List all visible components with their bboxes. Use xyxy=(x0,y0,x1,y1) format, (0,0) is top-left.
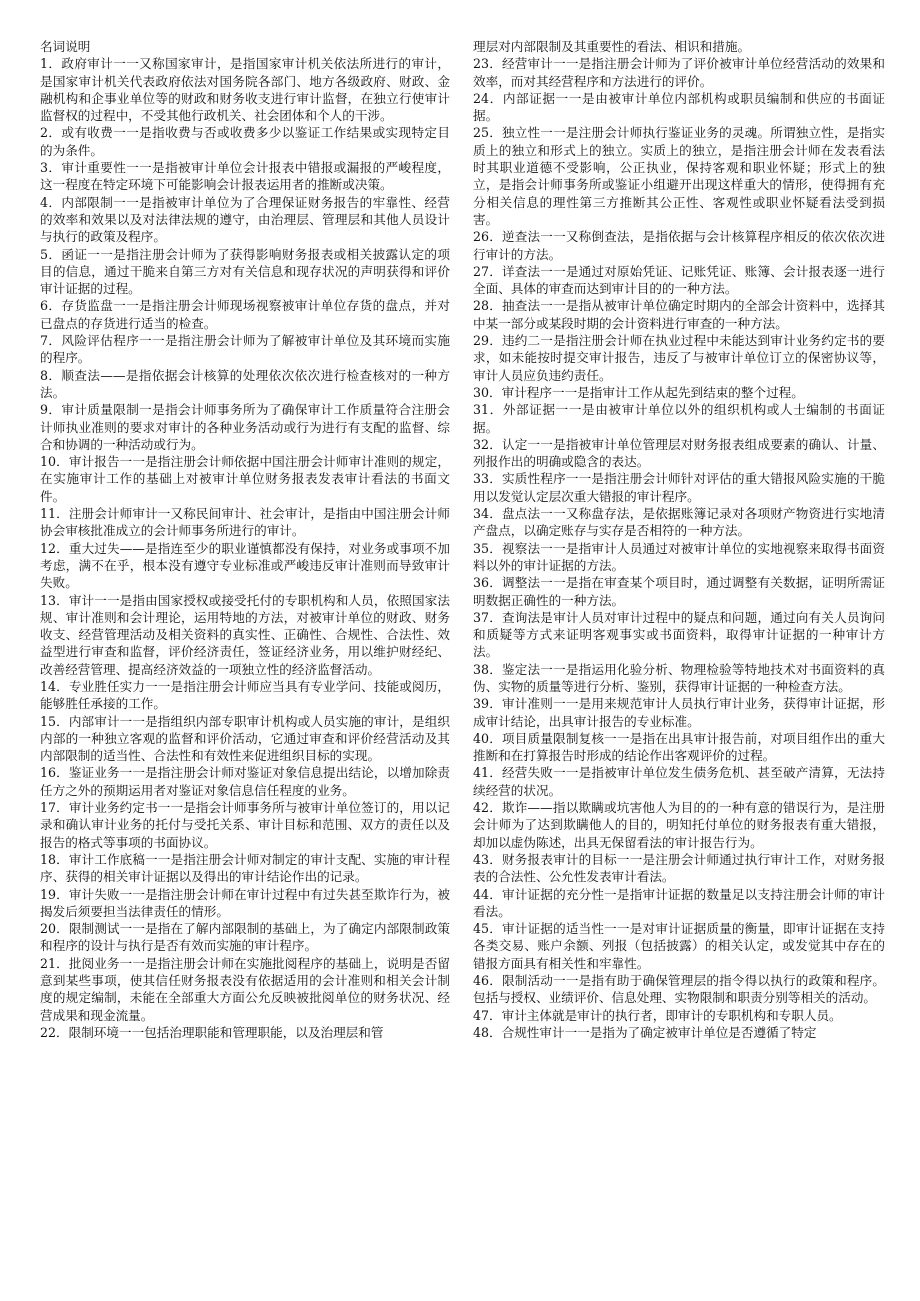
term-entry: 43．财务报表审计的目标一一是注册会计师通过执行审计工作，对财务报表的合法性、公允性发表审计看法。 xyxy=(473,851,885,885)
term-entry: 7．风险评估程序一一是指注册会计师为了解被审计单位及其环境而实施的程序。 xyxy=(40,333,450,366)
term-entry: 19．审计失败一一是指注册会计师在审计过程中有过失甚至欺诈行为，被揭发后须要担当法律责任的情形。 xyxy=(40,886,450,919)
term-entry: 23．经营审计一一是指注册会计师为了评价被审计单位经营活动的效果和效率，而对其经营程序和方法进行的评价。 xyxy=(473,56,885,89)
term-entry: 31．外部证据一一是由被审计单位以外的组织机构或人士编制的书面证据。 xyxy=(473,402,885,435)
term-entry: 28．抽查法一一是指从被审计单位确定时期内的全部会计资料中，选择其中某一部分或某段时期的会计资料进行审查的一种方法。 xyxy=(473,298,885,331)
term-entry: 11．注册会计师审计一又称民间审计、社会审计，是指由中国注册会计师协会审核批准成立的会计师事务所进行的审计。 xyxy=(40,506,450,539)
term-entry: 46．限制活动一一是指有助于确保管理层的指令得以执行的政策和程序。包括与授权、业绩评价、信息处理、实物限制和职责分别等相关的活动。 xyxy=(473,973,885,1006)
term-entry: 22．限制环境一一包括治理职能和管理职能，以及治理层和管 xyxy=(40,1024,384,1040)
term-entry: 10．审计报告一一是指注册会计师依据中国注册会计师审计准则的规定，在实施审计工作的基础上对被审计单位财务报表发表审计看法的书面文件。 xyxy=(40,454,450,504)
right-column xyxy=(473,38,885,1041)
term-entry: 8．顺查法——是指依据会计核算的处理依次依次进行检查核对的一种方法。 xyxy=(40,367,450,400)
term-entry: 35．视察法一一是指审计人员通过对被审计单位的实地视察来取得书面资料以外的审计证据的方法。 xyxy=(473,540,885,573)
term-entry: 6．存货监盘一一是指注册会计师现场视察被审计单位存货的盘点，并对已盘点的存货进行适当的检查。 xyxy=(40,298,450,331)
term-entry: 18．审计工作底稿一一是指注册会计师对制定的审计支配、实施的审计程序、获得的相关审计证据以及得出的审计结论作出的记录。 xyxy=(40,851,450,885)
term-entry: 48．合规性审计一一是指为了确定被审计单位是否遵循了特定 xyxy=(473,1024,817,1040)
term-entry: 42．欺诈——指以欺瞒或坑害他人为目的的一种有意的错误行为，是注册会计师为了达到欺瞒他人的目的，明知托付单位的财务报表有重大错报，却加以虚伪陈述，出具无保留看法的审计报告行为。 xyxy=(473,800,885,850)
term-entry: 37．查询法是审计人员对审计过程中的疑点和问题，通过向有关人员询问和质疑等方式来证明客观事实或书面资料，取得审计证据的一种审计方法。 xyxy=(473,609,885,660)
term-entry: 25．独立性一一是注册会计师执行鉴证业务的灵魂。所谓独立性，是指实质上的独立和形式上的独立。实质上的独立，是指注册会计师在发表看法时其职业道德不受影响，公正执业，保持客观和职业怀疑；形式上的独立，是指会计师事务所或鉴证小组避开出现这样重大的情形，使得拥有充分相关信息的理性第三方推断其公正性、客观性或职业怀疑看法受到损害。 xyxy=(473,125,885,227)
term-entry: 14．专业胜任实力一一是指注册会计师应当具有专业学问、技能或阅历，能够胜任承接的工作。 xyxy=(40,678,450,712)
term-entry: 4．内部限制一一是指被审计单位为了合理保证财务报告的牢靠性、经营的效率和效果以及对法律法规的遵守，由治理层、管理层和其他人员设计与执行的政策及程序。 xyxy=(40,194,450,245)
term-entry: 29．违约二一是指注册会计师在执业过程中未能达到审计业务约定书的要求，如未能按时提交审计报告，违反了与被审计单位订立的保密协议等，审计人员应负违约责任。 xyxy=(473,333,885,383)
term-entry: 9．审计质量限制一是指会计师事务所为了确保审计工作质量符合注册会计师执业准则的要求对审计的各种业务活动或行为进行有支配的监督、综合和协调的一种活动或行为。 xyxy=(40,402,450,452)
term-entry: 理层对内部限制及其重要性的看法、相识和措施。 xyxy=(473,39,751,54)
document-title: 名词说明 xyxy=(40,39,91,54)
term-entry: 1．政府审计一一又称国家审计，是指国家审计机关依法所进行的审计，是国家审计机关代表政府依法对国务院各部门、地方各级政府、财政、金融机构和企事业单位等的财政和财务收支进行审计监督，在独立行使审计监督权的过程中，不受其他行政机关、社会团体和个人的干涉。 xyxy=(40,56,450,124)
term-entry: 33．实质性程序一一是指注册会计师针对评估的重大错报风险实施的干脆用以发觉认定层次重大错报的审计程序。 xyxy=(473,471,885,504)
term-entry: 27．详查法一一是通过对原始凭证、记账凭证、账簿、会计报表逐一进行全面、具体的审查而达到审计目的的一种方法。 xyxy=(473,263,885,297)
term-entry: 30．审计程序一一是指审计工作从起先到结束的整个过程。 xyxy=(473,384,804,400)
term-entry: 34．盘点法一一又称盘存法，是依据账簿记录对各项财产物资进行实地清产盘点，以确定账存与实存是否相符的一种方法。 xyxy=(473,506,885,539)
term-entry: 21．批阅业务一一是指注册会计师在实施批阅程序的基础上，说明是否留意到某些事项，使其信任财务报表没有依据适用的会计准则和相关会计制度的规定编制，未能在全部重大方面公允反映被批阅单位的财务状况、经营成果和现金流量。 xyxy=(40,955,450,1023)
term-entry: 41．经营失败一一是指被审计单位发生债务危机、甚至破产清算，无法持续经营的状况。 xyxy=(473,765,885,798)
term-entry: 15．内部审计一一是指组织内部专职审计机构或人员实施的审计，是组织内部的一种独立客观的监督和评价活动，它通过审查和评价经营活动及其内部限制的适当性、合法性和有效性来促进组织目标的实现。 xyxy=(40,713,450,764)
term-entry: 17．审计业务约定书一一是指会计师事务所与被审计单位签订的，用以记录和确认审计业务的托付与受托关系、审计目标和范围、双方的责任以及报告的格式等事项的书面协议。 xyxy=(40,800,450,850)
left-entries xyxy=(40,55,450,1041)
term-entry: 44．审计证据的充分性一是指审计证据的数量足以支持注册会计师的审计看法。 xyxy=(473,886,885,919)
term-entry: 36．调整法一一是指在审查某个项目时，通过调整有关数据，证明所需证明数据正确性的一种方法。 xyxy=(473,575,885,608)
term-entry: 38．鉴定法一一是指运用化验分析、物理检验等特地技术对书面资料的真伪、实物的质量等进行分析、鉴别，获得审计证据的一种检查方法。 xyxy=(473,661,885,694)
term-entry: 16．鉴证业务一一是指注册会计师对鉴证对象信息提出结论，以增加除责任方之外的预期运用者对鉴证对象信息信任程度的业务。 xyxy=(40,765,450,798)
term-entry: 3．审计重要性一一是指被审计单位会计报表中错报或漏报的严峻程度，这一程度在特定环境下可能影响会计报表运用者的推断或决策。 xyxy=(40,160,450,193)
term-entry: 40．项目质量限制复核一一是指在出具审计报告前，对项目组作出的重大推断和在打算报告时形成的结论作出客观评价的过程。 xyxy=(473,730,885,764)
term-entry: 20．限制测试一一是指在了解内部限制的基础上，为了确定内部限制政策和程序的设计与执行是否有效而实施的审计程序。 xyxy=(40,921,450,954)
term-entry: 45．审计证据的适当性一一是对审计证据质量的衡量，即审计证据在支持各类交易、账户余额、列报（包括披露）的相关认定，或发觉其中存在的错报方面具有相关性和牢靠性。 xyxy=(473,921,885,971)
term-entry: 47．审计主体就是审计的执行者，即审计的专职机构和专职人员。 xyxy=(473,1007,842,1023)
term-entry: 13．审计一一是指由国家授权或接受托付的专职机构和人员，依照国家法规、审计准则和会计理论，运用特地的方法，对被审计单位的财政、财务收支、经营管理活动及相关资料的真实性、正确性、合规性、合法性、效益型进行审查和监督，评价经济责任，签证经济业务，用以维护财经纪、改善经营管理、提高经济效益的一项独立性的经济监督活动。 xyxy=(40,592,450,677)
term-entry: 5．函证一一是指注册会计师为了获得影响财务报表或相关披露认定的项目的信息，通过干脆来自第三方对有关信息和现存状况的声明获得和评价审计证据的过程。 xyxy=(40,246,450,297)
left-column xyxy=(40,38,450,1041)
term-entry: 12．重大过失——是指连至少的职业谨慎都没有保持，对业务或事项不加考虑，满不在乎，根本没有遵守专业标准或严峻违反审计准则而导致审计失败。 xyxy=(40,540,450,591)
term-entry: 24．内部证据一一是由被审计单位内部机构或职员编制和供应的书面证据。 xyxy=(473,90,885,124)
term-entry: 39．审计准则一一是用来规范审计人员执行审计业务，获得审计证据，形成审计结论，出具审计报告的专业标准。 xyxy=(473,696,885,729)
term-entry: 2．或有收费一一是指收费与否或收费多少以鉴证工作结果或实现特定目的为条件。 xyxy=(40,125,450,158)
term-entry: 26．逆查法一一又称倒查法，是指依据与会计核算程序相反的依次依次进行审计的方法。 xyxy=(473,229,885,262)
right-entries xyxy=(473,38,885,1041)
term-entry: 32．认定一一是指被审计单位管理层对财务报表组成要素的确认、计量、列报作出的明确或隐含的表达。 xyxy=(473,436,885,470)
